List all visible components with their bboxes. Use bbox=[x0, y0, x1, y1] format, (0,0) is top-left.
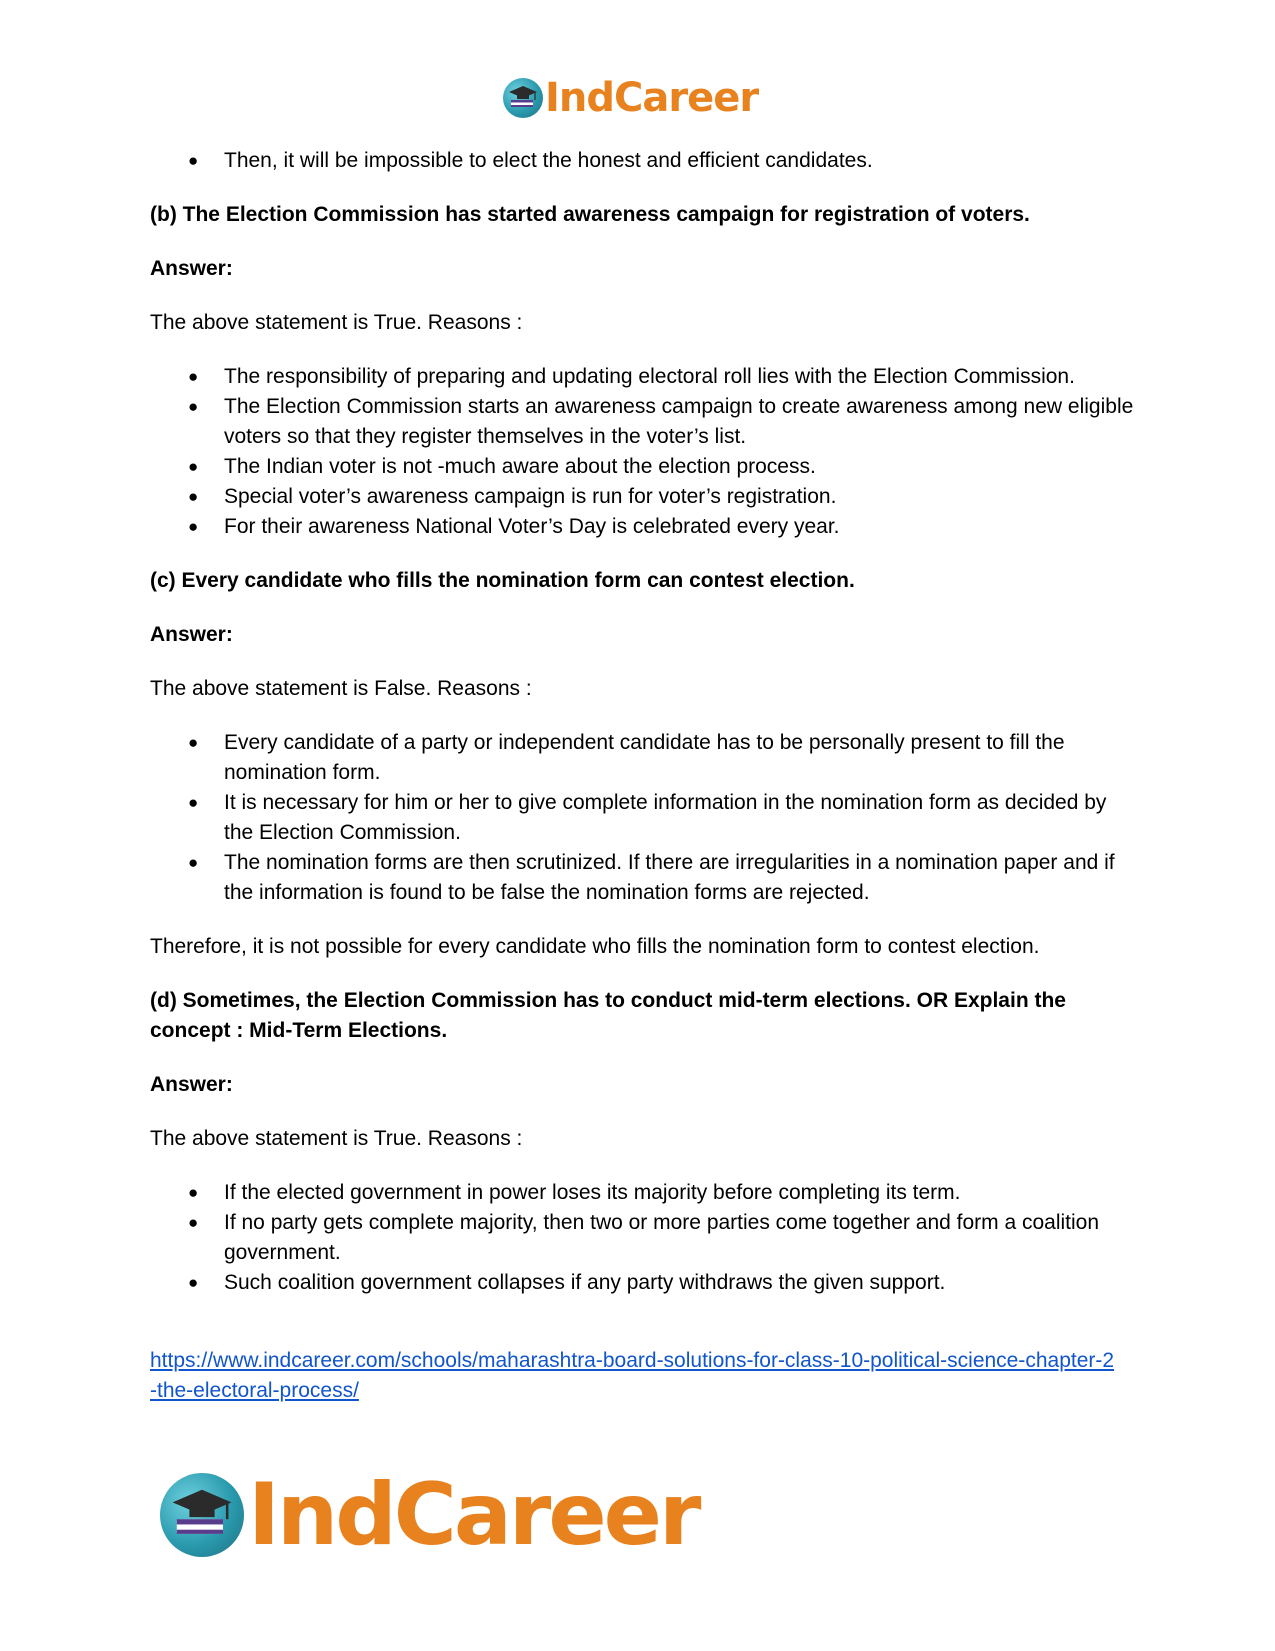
reasons-list-c bbox=[150, 728, 1140, 908]
statement-b: The above statement is True. Reasons : bbox=[150, 311, 523, 334]
question-b: (b) The Election Commission has started awareness campaign for registration of voters. bbox=[150, 203, 1030, 226]
reasons-list-b bbox=[150, 362, 1140, 542]
answer-label-d: Answer: bbox=[150, 1073, 233, 1096]
list-item: ● It is necessary for him or her to give complete information in the nomination form as decided by the Election Commission. bbox=[150, 788, 1140, 848]
bullet-icon: ● bbox=[188, 457, 199, 476]
graduation-cap-book-icon bbox=[503, 78, 543, 118]
bullet-icon: ● bbox=[188, 487, 199, 506]
answer-label-b: Answer: bbox=[150, 257, 233, 280]
bullet-icon: ● bbox=[188, 151, 199, 170]
list-item: ● Every candidate of a party or independent candidate has to be personally present to fill the nomination form. bbox=[150, 728, 1140, 788]
bullet-icon: ● bbox=[188, 367, 199, 386]
logo-wordmark: IndCareer bbox=[545, 75, 759, 121]
bullet-icon: ● bbox=[188, 1213, 199, 1232]
statement-c: The above statement is False. Reasons : bbox=[150, 677, 532, 700]
list-item: ● Such coalition government collapses if any party withdraws the given support. bbox=[150, 1268, 1140, 1298]
bullet-icon: ● bbox=[188, 793, 199, 812]
bullet-icon: ● bbox=[188, 517, 199, 536]
conclusion-c: Therefore, it is not possible for every candidate who fills the nomination form to contest election. bbox=[150, 935, 1040, 958]
footer-logo bbox=[160, 1465, 699, 1565]
list-item: ● The Indian voter is not -much aware about the election process. bbox=[150, 452, 1140, 482]
list-item: ● The responsibility of preparing and updating electoral roll lies with the Election Commission. bbox=[150, 362, 1140, 392]
bullet-icon: ● bbox=[188, 1273, 199, 1292]
answer-label-c: Answer: bbox=[150, 623, 233, 646]
question-d: (d) Sometimes, the Election Commission has to conduct mid-term elections. OR Explain the concept : Mid-Term Elections. bbox=[150, 989, 1066, 1042]
statement-d: The above statement is True. Reasons : bbox=[150, 1127, 523, 1150]
graduation-cap-book-icon bbox=[160, 1473, 244, 1557]
document-body bbox=[150, 146, 1140, 1406]
list-item: ● Then, it will be impossible to elect the honest and efficient candidates. bbox=[150, 146, 1140, 176]
bullet-icon: ● bbox=[188, 733, 199, 752]
bullet-icon: ● bbox=[188, 853, 199, 872]
list-item: ● The Election Commission starts an awareness campaign to create awareness among new eligible voters so that they register themselves in the voter’s list. bbox=[150, 392, 1140, 452]
list-item: ● Special voter’s awareness campaign is run for voter’s registration. bbox=[150, 482, 1140, 512]
intro-bullet-list bbox=[150, 146, 1140, 176]
source-link[interactable]: https://www.indcareer.com/schools/maharashtra-board-solutions-for-class-10-political-science-chapter-2-the-electoral-process/ bbox=[150, 1349, 1115, 1402]
list-item: ● If no party gets complete majority, then two or more parties come together and form a coalition government. bbox=[150, 1208, 1140, 1268]
header-logo bbox=[503, 75, 759, 121]
list-item: ● The nomination forms are then scrutinized. If there are irregularities in a nomination paper and if the information is found to be false the nomination forms are rejected. bbox=[150, 848, 1140, 908]
list-item: ● If the elected government in power loses its majority before completing its term. bbox=[150, 1178, 1140, 1208]
question-c: (c) Every candidate who fills the nomination form can contest election. bbox=[150, 569, 855, 592]
reasons-list-d bbox=[150, 1178, 1140, 1298]
bullet-icon: ● bbox=[188, 397, 199, 416]
logo-wordmark: IndCareer bbox=[248, 1465, 699, 1565]
list-item: ● For their awareness National Voter’s Day is celebrated every year. bbox=[150, 512, 1140, 542]
bullet-icon: ● bbox=[188, 1183, 199, 1202]
